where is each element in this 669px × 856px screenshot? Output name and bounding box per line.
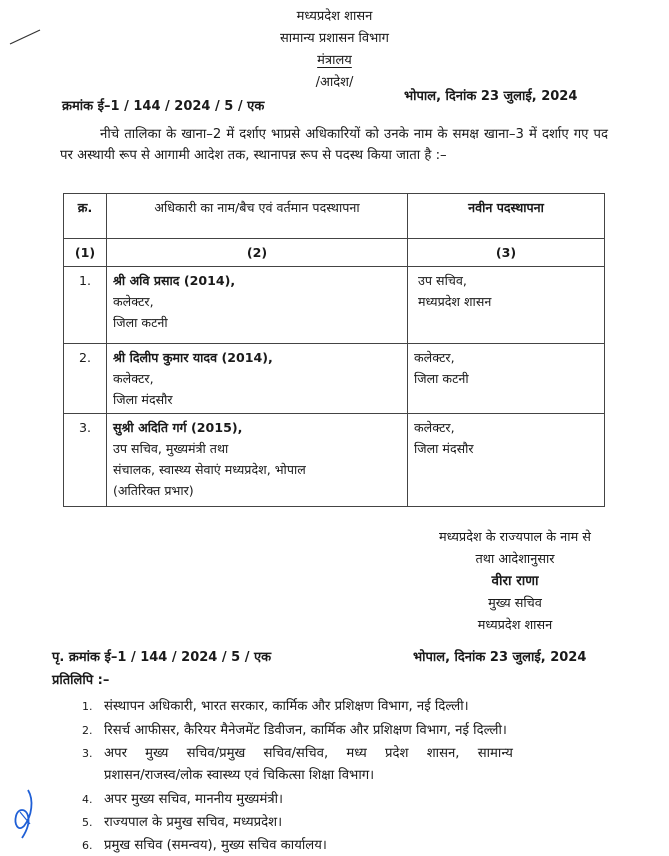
table-row [64, 414, 605, 507]
row-sno: 3. [64, 414, 107, 507]
endorsement-date: भोपाल, दिनांक 23 जुलाई, 2024 [413, 650, 587, 665]
current-post: कलेक्टर, [113, 294, 154, 309]
order-date: भोपाल, दिनांक 23 जुलाई, 2024 [404, 89, 578, 104]
copy-item [82, 696, 469, 714]
item-number: 4. [82, 793, 93, 806]
item-text: अपर मुख्य सचिव/प्रमुख सचिव/सचिव, मध्य प्रदेश शासन, सामान्य [104, 746, 513, 761]
item-number: 2. [82, 724, 93, 737]
row-officer [107, 267, 408, 344]
new-post: जिला मंदसौर [414, 441, 474, 456]
row-new-posting [408, 267, 605, 344]
current-post: जिला मंदसौर [113, 392, 173, 407]
item-number: 3. [82, 747, 93, 760]
new-post: उप सचिव, [418, 273, 467, 288]
current-post: जिला कटनी [113, 315, 168, 330]
copy-item [82, 835, 327, 853]
copy-item-continued: प्रशासन/राजस्व/लोक स्वास्थ्य एवं चिकित्सा शिक्षा विभाग। [104, 768, 375, 783]
colnum-2: (2) [107, 239, 408, 267]
department-name: सामान्य प्रशासन विभाग [280, 31, 389, 46]
signatory-name: वीरा राणा [491, 573, 539, 589]
order-number: क्रमांक ई–1 / 144 / 2024 / 5 / एक [62, 99, 265, 114]
table-row [64, 344, 605, 414]
item-text: संस्थापन अधिकारी, भारत सरकार, कार्मिक और प्रशिक्षण विभाग, नई दिल्ली। [104, 699, 469, 714]
copy-item [82, 743, 622, 761]
table-header-row [64, 194, 605, 239]
copy-label: प्रतिलिपि :– [52, 673, 110, 688]
current-post: उप सचिव, मुख्यमंत्री तथा [113, 441, 229, 456]
new-post: मध्यप्रदेश शासन [418, 294, 492, 309]
item-text: रिसर्च आफीसर, कैरियर मैनेजमेंट डिवीजन, कार्मिक और प्रशिक्षण विभाग, नई दिल्ली। [104, 723, 507, 738]
item-text: अपर मुख्य सचिव, माननीय मुख्यमंत्री। [104, 792, 284, 807]
endorsement-number: पृ. क्रमांक ई–1 / 144 / 2024 / 5 / एक [52, 650, 272, 665]
item-text: राज्यपाल के प्रमुख सचिव, मध्यप्रदेश। [104, 815, 283, 830]
officer-name: श्री अवि प्रसाद (2014), [113, 273, 236, 288]
new-post: कलेक्टर, [414, 350, 455, 365]
row-sno: 2. [64, 344, 107, 414]
order-title: /आदेश/ [315, 75, 354, 90]
officer-name: श्री दिलीप कुमार यादव (2014), [113, 350, 273, 365]
header-officer [107, 194, 408, 239]
current-post: (अतिरिक्त प्रभार) [113, 483, 194, 498]
item-number: 6. [82, 839, 93, 852]
row-officer [107, 344, 408, 414]
new-post: कलेक्टर, [414, 420, 455, 435]
posting-table [63, 193, 605, 507]
row-new-posting [408, 344, 605, 414]
copy-item [82, 789, 283, 807]
header-officer-label: अधिकारी का नाम/बैच एवं वर्तमान पदस्थापना [154, 200, 360, 215]
colnum-3: (3) [408, 239, 605, 267]
colnum-1: (1) [64, 239, 107, 267]
item-number: 1. [82, 700, 93, 713]
row-new-posting [408, 414, 605, 507]
row-officer [107, 414, 408, 507]
intro-paragraph: नीचे तालिका के खाना–2 में दर्शाए भाप्रसे अधिकारियों को उनके नाम के समक्ष खाना–3 में दर्शाए गए पद पर अस्थायी रूप से आगामी आदेश तक, स्थानापन्न रूप से पदस्थ किया जाता है :– [60, 127, 608, 163]
item-text: प्रमुख सचिव (समन्वय), मुख्य सचिव कार्यालय। [104, 838, 327, 853]
officer-name: सुश्री अदिति गर्ग (2015), [113, 420, 243, 435]
table-row [64, 267, 605, 344]
copy-item [82, 720, 507, 738]
ministry-label: मंत्रालय [317, 53, 352, 68]
header-sno: क्र. [64, 194, 107, 239]
signature-line1: मध्यप्रदेश के राज्यपाल के नाम से [439, 530, 591, 545]
signatory-designation: मुख्य सचिव [488, 596, 542, 611]
govt-name: मध्यप्रदेश शासन [296, 9, 373, 24]
row-sno: 1. [64, 267, 107, 344]
current-post: संचालक, स्वास्थ्य सेवाएं मध्यप्रदेश, भोपाल [113, 462, 306, 477]
current-post: कलेक्टर, [113, 371, 154, 386]
header-new-posting: नवीन पदस्थापना [408, 194, 605, 239]
signature-line2: तथा आदेशानुसार [475, 552, 555, 567]
new-post: जिला कटनी [414, 371, 469, 386]
handwritten-initials [8, 786, 38, 846]
copy-item [82, 812, 282, 830]
table-colnum-row [64, 239, 605, 267]
signatory-office: मध्यप्रदेश शासन [477, 618, 553, 633]
item-number: 5. [82, 816, 93, 829]
